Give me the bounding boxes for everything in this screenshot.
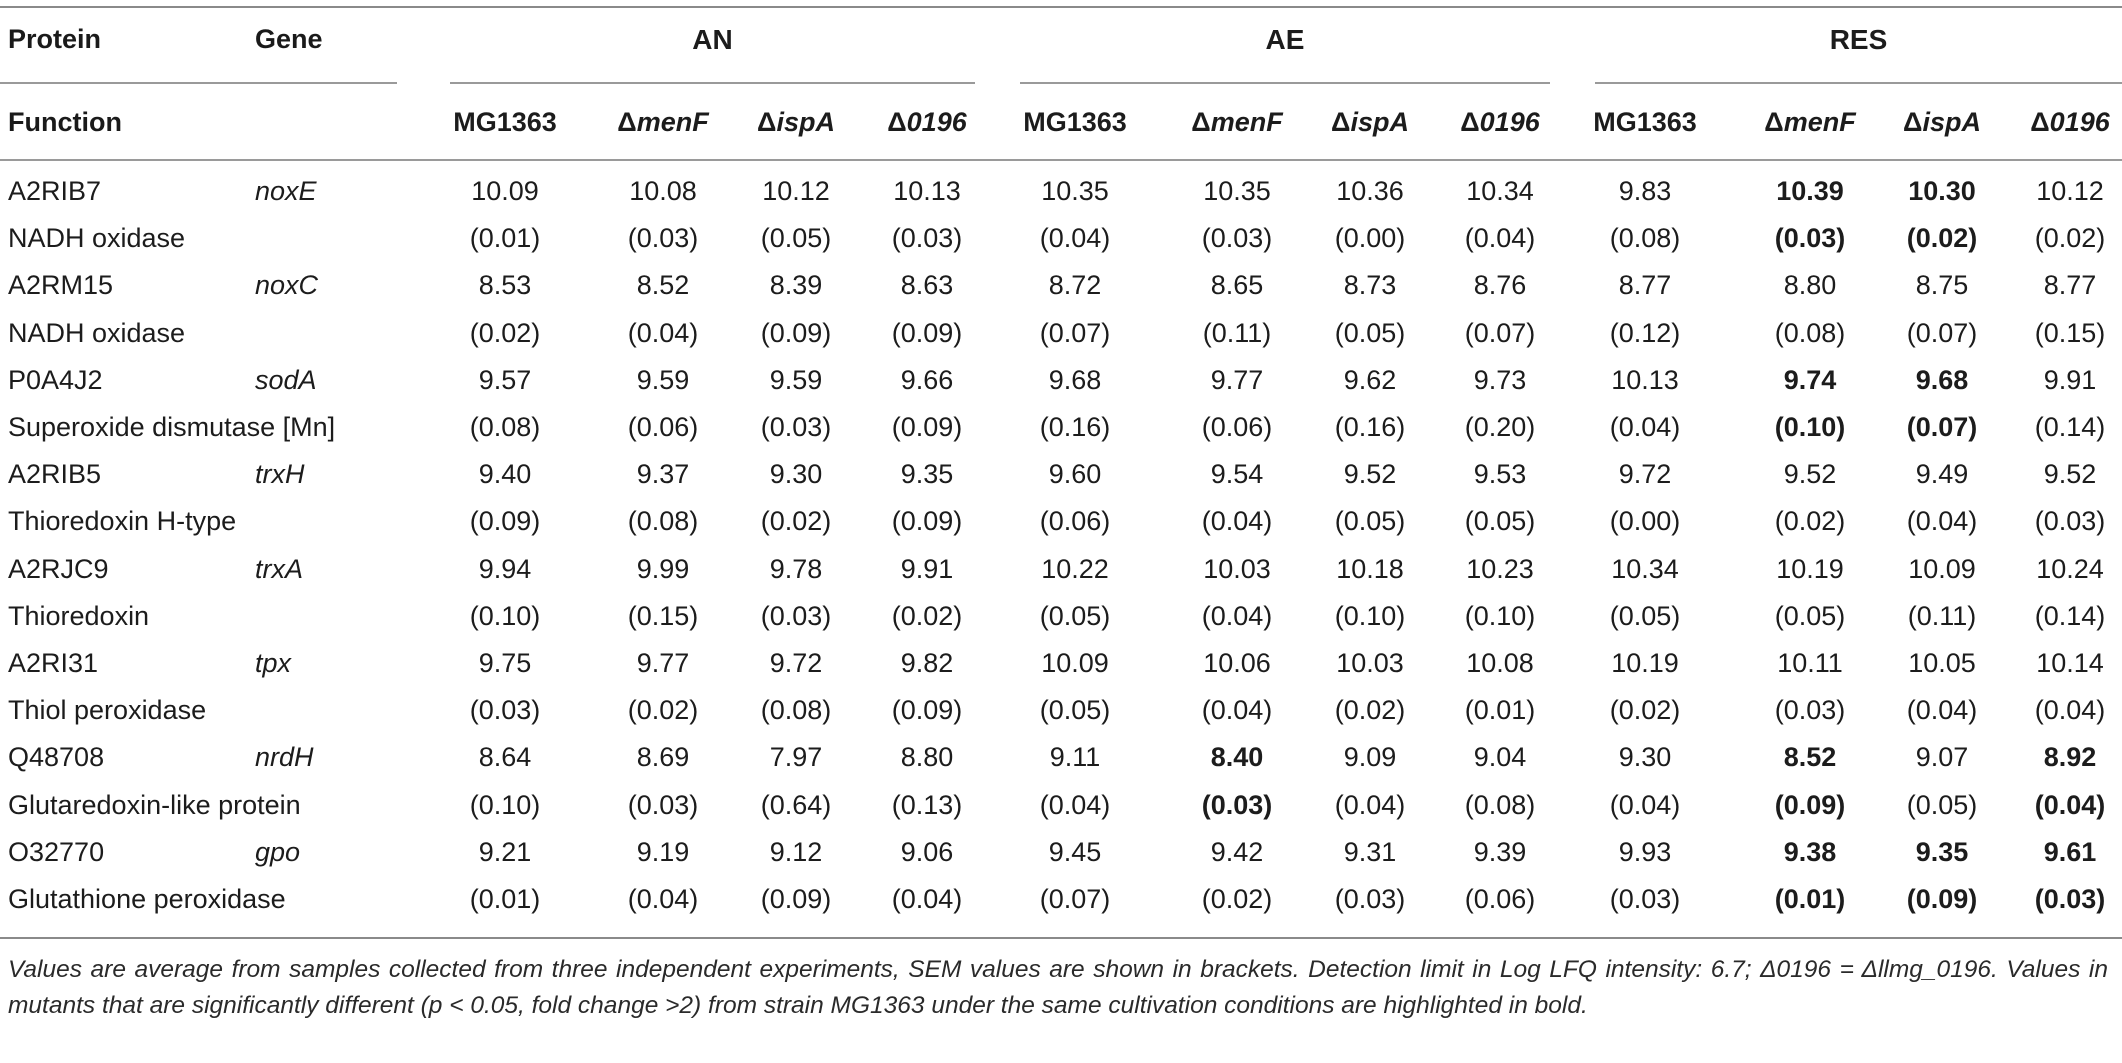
table-cell-sem: (0.20) <box>1464 412 1536 442</box>
table-cell-sem: (0.05) <box>1464 506 1536 537</box>
strain-name: MG1363 <box>453 107 557 137</box>
table-cell-value: 9.66 <box>900 364 954 395</box>
gene-name: sodA <box>255 364 317 395</box>
protein-id: A2RI31 <box>8 648 99 678</box>
group-ae-rule <box>1020 82 1550 84</box>
table-cell-value: 10.34 <box>1466 176 1534 206</box>
table-cell-value: 9.73 <box>1473 364 1527 395</box>
table-cell-value: 10.22 <box>1041 553 1109 584</box>
table-cell-sem: (0.05) <box>1334 506 1406 537</box>
table-cell-sem: (0.03) <box>1774 695 1846 726</box>
protein-function: NADH oxidase <box>8 223 186 254</box>
table-cell-sem: (0.08) <box>760 695 832 726</box>
protein-function: Glutaredoxin-like protein <box>8 789 301 820</box>
table-cell-sem: (0.15) <box>627 600 699 631</box>
delta-symbol: Δ <box>2030 107 2050 137</box>
table-cell-value: 9.52 <box>1343 459 1397 490</box>
table-cell-value: 9.93 <box>1618 836 1672 867</box>
table-cell-sem: (0.02) <box>760 506 832 537</box>
table-cell-sem: (0.08) <box>627 506 699 537</box>
table-cell-value: 9.49 <box>1915 459 1969 490</box>
delta-symbol: Δ <box>617 107 637 137</box>
protein-function: Thioredoxin <box>8 600 150 631</box>
table-cell-value: 8.63 <box>900 270 954 301</box>
table-cell-sem: (0.64) <box>760 789 832 820</box>
protein-function: Thiol peroxidase <box>8 695 207 726</box>
table-cell-sem: (0.02) <box>1609 695 1681 726</box>
gene-name: noxC <box>255 270 319 301</box>
strain-name: menF <box>636 107 709 137</box>
table-bottom-rule <box>0 937 2122 939</box>
table-cell-sem: (0.10) <box>1334 600 1406 631</box>
table-cell-sem: (0.02) <box>2034 223 2106 254</box>
table-cell-value: 9.77 <box>1210 364 1264 395</box>
table-cell-sem: (0.03) <box>1201 789 1273 820</box>
strain-header <box>415 107 595 138</box>
table-cell-value: 9.52 <box>2043 459 2097 490</box>
table-cell-value: 10.09 <box>471 176 539 206</box>
table-cell-value: 9.42 <box>1210 836 1264 867</box>
table-cell-sem: (0.03) <box>1201 223 1273 254</box>
table-cell-sem: (0.02) <box>627 695 699 726</box>
table-cell-value: 10.09 <box>1908 553 1976 584</box>
table-cell-sem: (0.04) <box>627 317 699 348</box>
table-cell-sem: (0.04) <box>1334 789 1406 820</box>
table-cell-sem: (0.09) <box>469 506 541 537</box>
table-cell-value: 9.91 <box>900 553 954 584</box>
table-cell-sem: (0.04) <box>1609 789 1681 820</box>
table-cell-value: 8.52 <box>1783 742 1837 773</box>
table-cell-value: 9.19 <box>636 836 690 867</box>
table-cell-value: 8.92 <box>2043 742 2097 773</box>
table-cell-value: 8.53 <box>478 270 532 301</box>
table-cell-value: 9.61 <box>2043 836 2097 867</box>
table-cell-value: 8.52 <box>636 270 690 301</box>
table-cell-sem: (0.07) <box>1906 317 1978 348</box>
table-cell-sem: (0.09) <box>760 884 832 914</box>
table-cell-sem: (0.07) <box>1039 317 1111 348</box>
table-cell-value: 10.19 <box>1776 553 1844 584</box>
table-cell-value: 9.68 <box>1915 364 1969 395</box>
table-cell-value: 8.72 <box>1048 270 1102 301</box>
table-cell-sem: (0.10) <box>469 600 541 631</box>
table-cell-sem: (0.05) <box>760 223 832 254</box>
table-cell-value: 10.09 <box>1041 648 1109 678</box>
table-cell-value: 10.14 <box>2036 648 2104 678</box>
group-res-label: RES <box>1829 24 1888 55</box>
table-cell-value: 9.77 <box>636 648 690 678</box>
header-left-rule <box>0 82 397 84</box>
table-cell-value: 8.64 <box>478 742 532 773</box>
table-cell-value: 10.13 <box>1611 364 1679 395</box>
protein-id: Q48708 <box>8 742 105 773</box>
table-cell-sem: (0.07) <box>1039 884 1111 914</box>
table-cell-value: 9.75 <box>478 648 532 678</box>
table-cell-sem: (0.03) <box>891 223 963 254</box>
table-cell-sem: (0.11) <box>1907 600 1977 631</box>
table-cell-value: 8.77 <box>2043 270 2097 301</box>
table-cell-value: 9.59 <box>769 364 823 395</box>
table-cell-value: 10.03 <box>1203 553 1271 584</box>
table-cell-sem: (0.06) <box>1039 506 1111 537</box>
table-cell-sem: (0.09) <box>891 412 963 442</box>
group-an-label: AN <box>692 24 733 55</box>
strain-name: 0196 <box>2049 107 2110 137</box>
table-cell-sem: (0.08) <box>1609 223 1681 254</box>
table-cell-sem: (0.02) <box>891 600 963 631</box>
table-cell-value: 9.06 <box>900 836 954 867</box>
gene-name: trxH <box>255 459 305 490</box>
group-an-rule <box>450 82 975 84</box>
table-cell-sem: (0.01) <box>469 884 541 914</box>
table-cell-sem: (0.02) <box>1201 884 1273 914</box>
protein-id: A2RJC9 <box>8 553 109 584</box>
table-cell-sem: (0.04) <box>891 884 963 914</box>
table-cell-value: 10.11 <box>1777 648 1843 678</box>
table-cell-value: 10.34 <box>1611 553 1679 584</box>
table-cell-value: 8.80 <box>1783 270 1837 301</box>
table-cell-value: 9.60 <box>1048 459 1102 490</box>
protein-id: P0A4J2 <box>8 364 103 395</box>
table-cell-sem: (0.08) <box>1774 317 1846 348</box>
strain-name: MG1363 <box>1023 107 1127 137</box>
table-cell-sem: (0.05) <box>1609 600 1681 631</box>
table-cell-sem: (0.13) <box>891 789 963 820</box>
table-cell-sem: (0.02) <box>1334 695 1406 726</box>
table-cell-sem: (0.03) <box>627 223 699 254</box>
table-cell-sem: (0.03) <box>2034 884 2106 914</box>
table-cell-value: 8.80 <box>900 742 954 773</box>
table-cell-value: 10.12 <box>762 176 830 206</box>
table-cell-value: 10.35 <box>1203 176 1271 206</box>
table-cell-value: 9.59 <box>636 364 690 395</box>
table-cell-sem: (0.08) <box>469 412 541 442</box>
group-ae-label: AE <box>1265 24 1305 55</box>
table-cell-sem: (0.04) <box>1906 695 1978 726</box>
table-cell-value: 9.21 <box>478 836 532 867</box>
table-cell-value: 10.06 <box>1203 648 1271 678</box>
table-cell-sem: (0.05) <box>1334 317 1406 348</box>
table-cell-value: 9.30 <box>1618 742 1672 773</box>
table-cell-value: 9.72 <box>1618 459 1672 490</box>
table-cell-value: 9.07 <box>1915 742 1969 773</box>
table-cell-value: 10.12 <box>2036 176 2104 206</box>
table-cell-value: 9.39 <box>1473 836 1527 867</box>
table-cell-value: 9.38 <box>1783 836 1837 867</box>
table-cell-sem: (0.04) <box>1201 600 1273 631</box>
delta-symbol: Δ <box>887 107 907 137</box>
table-cell-value: 10.36 <box>1336 176 1404 206</box>
gene-name: noxE <box>255 176 317 206</box>
table-cell-value: 9.54 <box>1210 459 1264 490</box>
protein-function: Superoxide dismutase [Mn] <box>8 412 336 442</box>
table-cell-value: 10.08 <box>629 176 697 206</box>
strain-name: menF <box>1210 107 1283 137</box>
gene-name: trxA <box>255 553 304 584</box>
table-cell-sem: (0.04) <box>1201 506 1273 537</box>
table-cell-value: 9.94 <box>478 553 532 584</box>
strain-name: ispA <box>776 107 835 137</box>
protein-id: A2RIB5 <box>8 459 102 490</box>
strain-name: MG1363 <box>1593 107 1697 137</box>
table-cell-sem: (0.05) <box>1906 789 1978 820</box>
gene-name: gpo <box>255 836 301 867</box>
table-cell-sem: (0.06) <box>1464 884 1536 914</box>
table-cell-value: 8.40 <box>1210 742 1264 773</box>
table-cell-sem: (0.15) <box>2034 317 2106 348</box>
protein-id: A2RM15 <box>8 270 114 301</box>
header-function: Function <box>8 107 122 137</box>
table-cell-sem: (0.03) <box>627 789 699 820</box>
table-cell-sem: (0.04) <box>1039 223 1111 254</box>
table-cell-value: 9.72 <box>769 648 823 678</box>
table-cell-sem: (0.16) <box>1334 412 1406 442</box>
table-cell-value: 8.39 <box>769 270 823 301</box>
strain-name: ispA <box>1350 107 1409 137</box>
table-cell-sem: (0.04) <box>1039 789 1111 820</box>
strain-header <box>1555 107 1735 138</box>
strain-name: menF <box>1783 107 1856 137</box>
table-cell-value: 9.91 <box>2043 364 2097 395</box>
table-cell-value: 9.78 <box>769 553 823 584</box>
delta-symbol: Δ <box>757 107 777 137</box>
table-cell-value: 10.13 <box>893 176 961 206</box>
table-cell-sem: (0.10) <box>1464 600 1536 631</box>
table-cell-value: 8.65 <box>1210 270 1264 301</box>
table-cell-sem: (0.16) <box>1039 412 1111 442</box>
strain-header <box>1980 107 2122 138</box>
header-protein: Protein <box>8 24 102 54</box>
table-cell-sem: (0.07) <box>1464 317 1536 348</box>
table-cell-value: 9.99 <box>636 553 690 584</box>
table-cell-value: 9.35 <box>1915 836 1969 867</box>
table-cell-value: 9.45 <box>1048 836 1102 867</box>
header-bottom-rule <box>0 159 2122 161</box>
strain-header <box>985 107 1165 138</box>
table-cell-sem: (0.03) <box>760 600 832 631</box>
table-cell-value: 8.76 <box>1473 270 1527 301</box>
delta-symbol: Δ <box>1331 107 1351 137</box>
table-cell-sem: (0.02) <box>1906 223 1978 254</box>
protein-id: A2RIB7 <box>8 176 102 206</box>
table-cell-value: 9.68 <box>1048 364 1102 395</box>
table-cell-value: 9.53 <box>1473 459 1527 490</box>
delta-symbol: Δ <box>1460 107 1480 137</box>
table-cell-sem: (0.09) <box>891 317 963 348</box>
table-cell-sem: (0.04) <box>1464 223 1536 254</box>
protein-function: Thioredoxin H-type <box>8 506 237 537</box>
table-cell-value: 9.52 <box>1783 459 1837 490</box>
protein-function: Glutathione peroxidase <box>8 884 286 914</box>
table-cell-value: 9.74 <box>1783 364 1837 395</box>
table-cell-value: 10.03 <box>1336 648 1404 678</box>
table-cell-sem: (0.03) <box>1334 884 1406 914</box>
table-cell-sem: (0.02) <box>1774 506 1846 537</box>
table-cell-sem: (0.09) <box>1774 789 1846 820</box>
table-cell-sem: (0.01) <box>469 223 541 254</box>
table-cell-sem: (0.04) <box>1201 695 1273 726</box>
delta-symbol: Δ <box>1191 107 1211 137</box>
table-cell-sem: (0.04) <box>2034 695 2106 726</box>
table-cell-sem: (0.04) <box>1906 506 1978 537</box>
table-cell-sem: (0.06) <box>627 412 699 442</box>
table-cell-sem: (0.11) <box>1202 317 1272 348</box>
table-cell-value: 9.62 <box>1343 364 1397 395</box>
strain-name: 0196 <box>1479 107 1540 137</box>
table-top-rule <box>0 6 2122 8</box>
table-cell-sem: (0.05) <box>1774 600 1846 631</box>
table-footnote: Values are average from samples collected from three independent experiments, SEM values are shown in brackets. Detection limit in Log LFQ intensity: 6.7; Δ0196 = Δllmg_0196. Values in mutants that are significantly different (p < 0.05, fold change >2) from strain MG1363 under the same cultivation conditions are highlighted in bold. <box>8 956 2108 1019</box>
table-cell-value: 10.30 <box>1908 176 1976 206</box>
table-cell-value: 10.08 <box>1466 648 1534 678</box>
protein-id: O32770 <box>8 836 105 867</box>
table-cell-sem: (0.05) <box>1039 600 1111 631</box>
table-cell-sem: (0.00) <box>1609 506 1681 537</box>
table-cell-value: 9.30 <box>769 459 823 490</box>
table-cell-value: 10.23 <box>1466 553 1534 584</box>
protein-function: NADH oxidase <box>8 317 186 348</box>
table-cell-sem: (0.04) <box>2034 789 2106 820</box>
table-cell-value: 7.97 <box>769 742 823 773</box>
table-cell-sem: (0.01) <box>1464 695 1536 726</box>
table-cell-sem: (0.03) <box>2034 506 2106 537</box>
table-cell-value: 10.24 <box>2036 553 2104 584</box>
table-cell-sem: (0.05) <box>1039 695 1111 726</box>
table-cell-value: 8.77 <box>1618 270 1672 301</box>
gene-name: nrdH <box>255 742 314 773</box>
delta-symbol: Δ <box>1764 107 1784 137</box>
table-cell-value: 9.04 <box>1473 742 1527 773</box>
table-cell-value: 8.73 <box>1343 270 1397 301</box>
delta-symbol: Δ <box>1903 107 1923 137</box>
table-cell-value: 9.37 <box>636 459 690 490</box>
gene-name: tpx <box>255 648 292 678</box>
header-gene: Gene <box>255 24 323 54</box>
table-cell-sem: (0.08) <box>1464 789 1536 820</box>
table-cell-sem: (0.14) <box>2034 600 2106 631</box>
group-res-rule <box>1595 82 2122 84</box>
table-cell-sem: (0.09) <box>891 695 963 726</box>
table-cell-value: 9.35 <box>900 459 954 490</box>
table-cell-sem: (0.03) <box>760 412 832 442</box>
table-cell-value: 9.83 <box>1618 176 1672 206</box>
table-cell-sem: (0.10) <box>1774 412 1846 442</box>
table-cell-sem: (0.06) <box>1201 412 1273 442</box>
table-cell-value: 10.39 <box>1776 176 1844 206</box>
table-cell-sem: (0.03) <box>469 695 541 726</box>
table-cell-value: 8.75 <box>1915 270 1969 301</box>
table-cell-value: 9.12 <box>769 836 823 867</box>
table-cell-sem: (0.04) <box>1609 412 1681 442</box>
table-cell-sem: (0.03) <box>1774 223 1846 254</box>
table-cell-value: 8.69 <box>636 742 690 773</box>
table-cell-value: 10.05 <box>1908 648 1976 678</box>
table-cell-sem: (0.00) <box>1334 223 1406 254</box>
table-cell-value: 10.19 <box>1611 648 1679 678</box>
table-cell-value: 9.82 <box>900 648 954 678</box>
table-cell-sem: (0.02) <box>469 317 541 348</box>
table-cell-value: 9.57 <box>478 364 532 395</box>
table-cell-sem: (0.07) <box>1906 412 1978 442</box>
table-cell-sem: (0.12) <box>1609 317 1681 348</box>
table-cell-value: 9.31 <box>1343 836 1397 867</box>
table-cell-value: 9.40 <box>478 459 532 490</box>
table-cell-sem: (0.14) <box>2034 412 2106 442</box>
table-cell-sem: (0.10) <box>469 789 541 820</box>
table-cell-sem: (0.09) <box>891 506 963 537</box>
table-cell-sem: (0.03) <box>1609 884 1681 914</box>
table-cell-value: 10.35 <box>1041 176 1109 206</box>
table-cell-sem: (0.09) <box>1906 884 1978 914</box>
strain-name: ispA <box>1922 107 1981 137</box>
table-cell-value: 9.09 <box>1343 742 1397 773</box>
strain-name: 0196 <box>906 107 967 137</box>
table-cell-value: 10.18 <box>1336 553 1404 584</box>
table-cell-sem: (0.01) <box>1774 884 1846 914</box>
table-cell-value: 9.11 <box>1049 742 1101 773</box>
table-cell-sem: (0.04) <box>627 884 699 914</box>
table-cell-sem: (0.09) <box>760 317 832 348</box>
